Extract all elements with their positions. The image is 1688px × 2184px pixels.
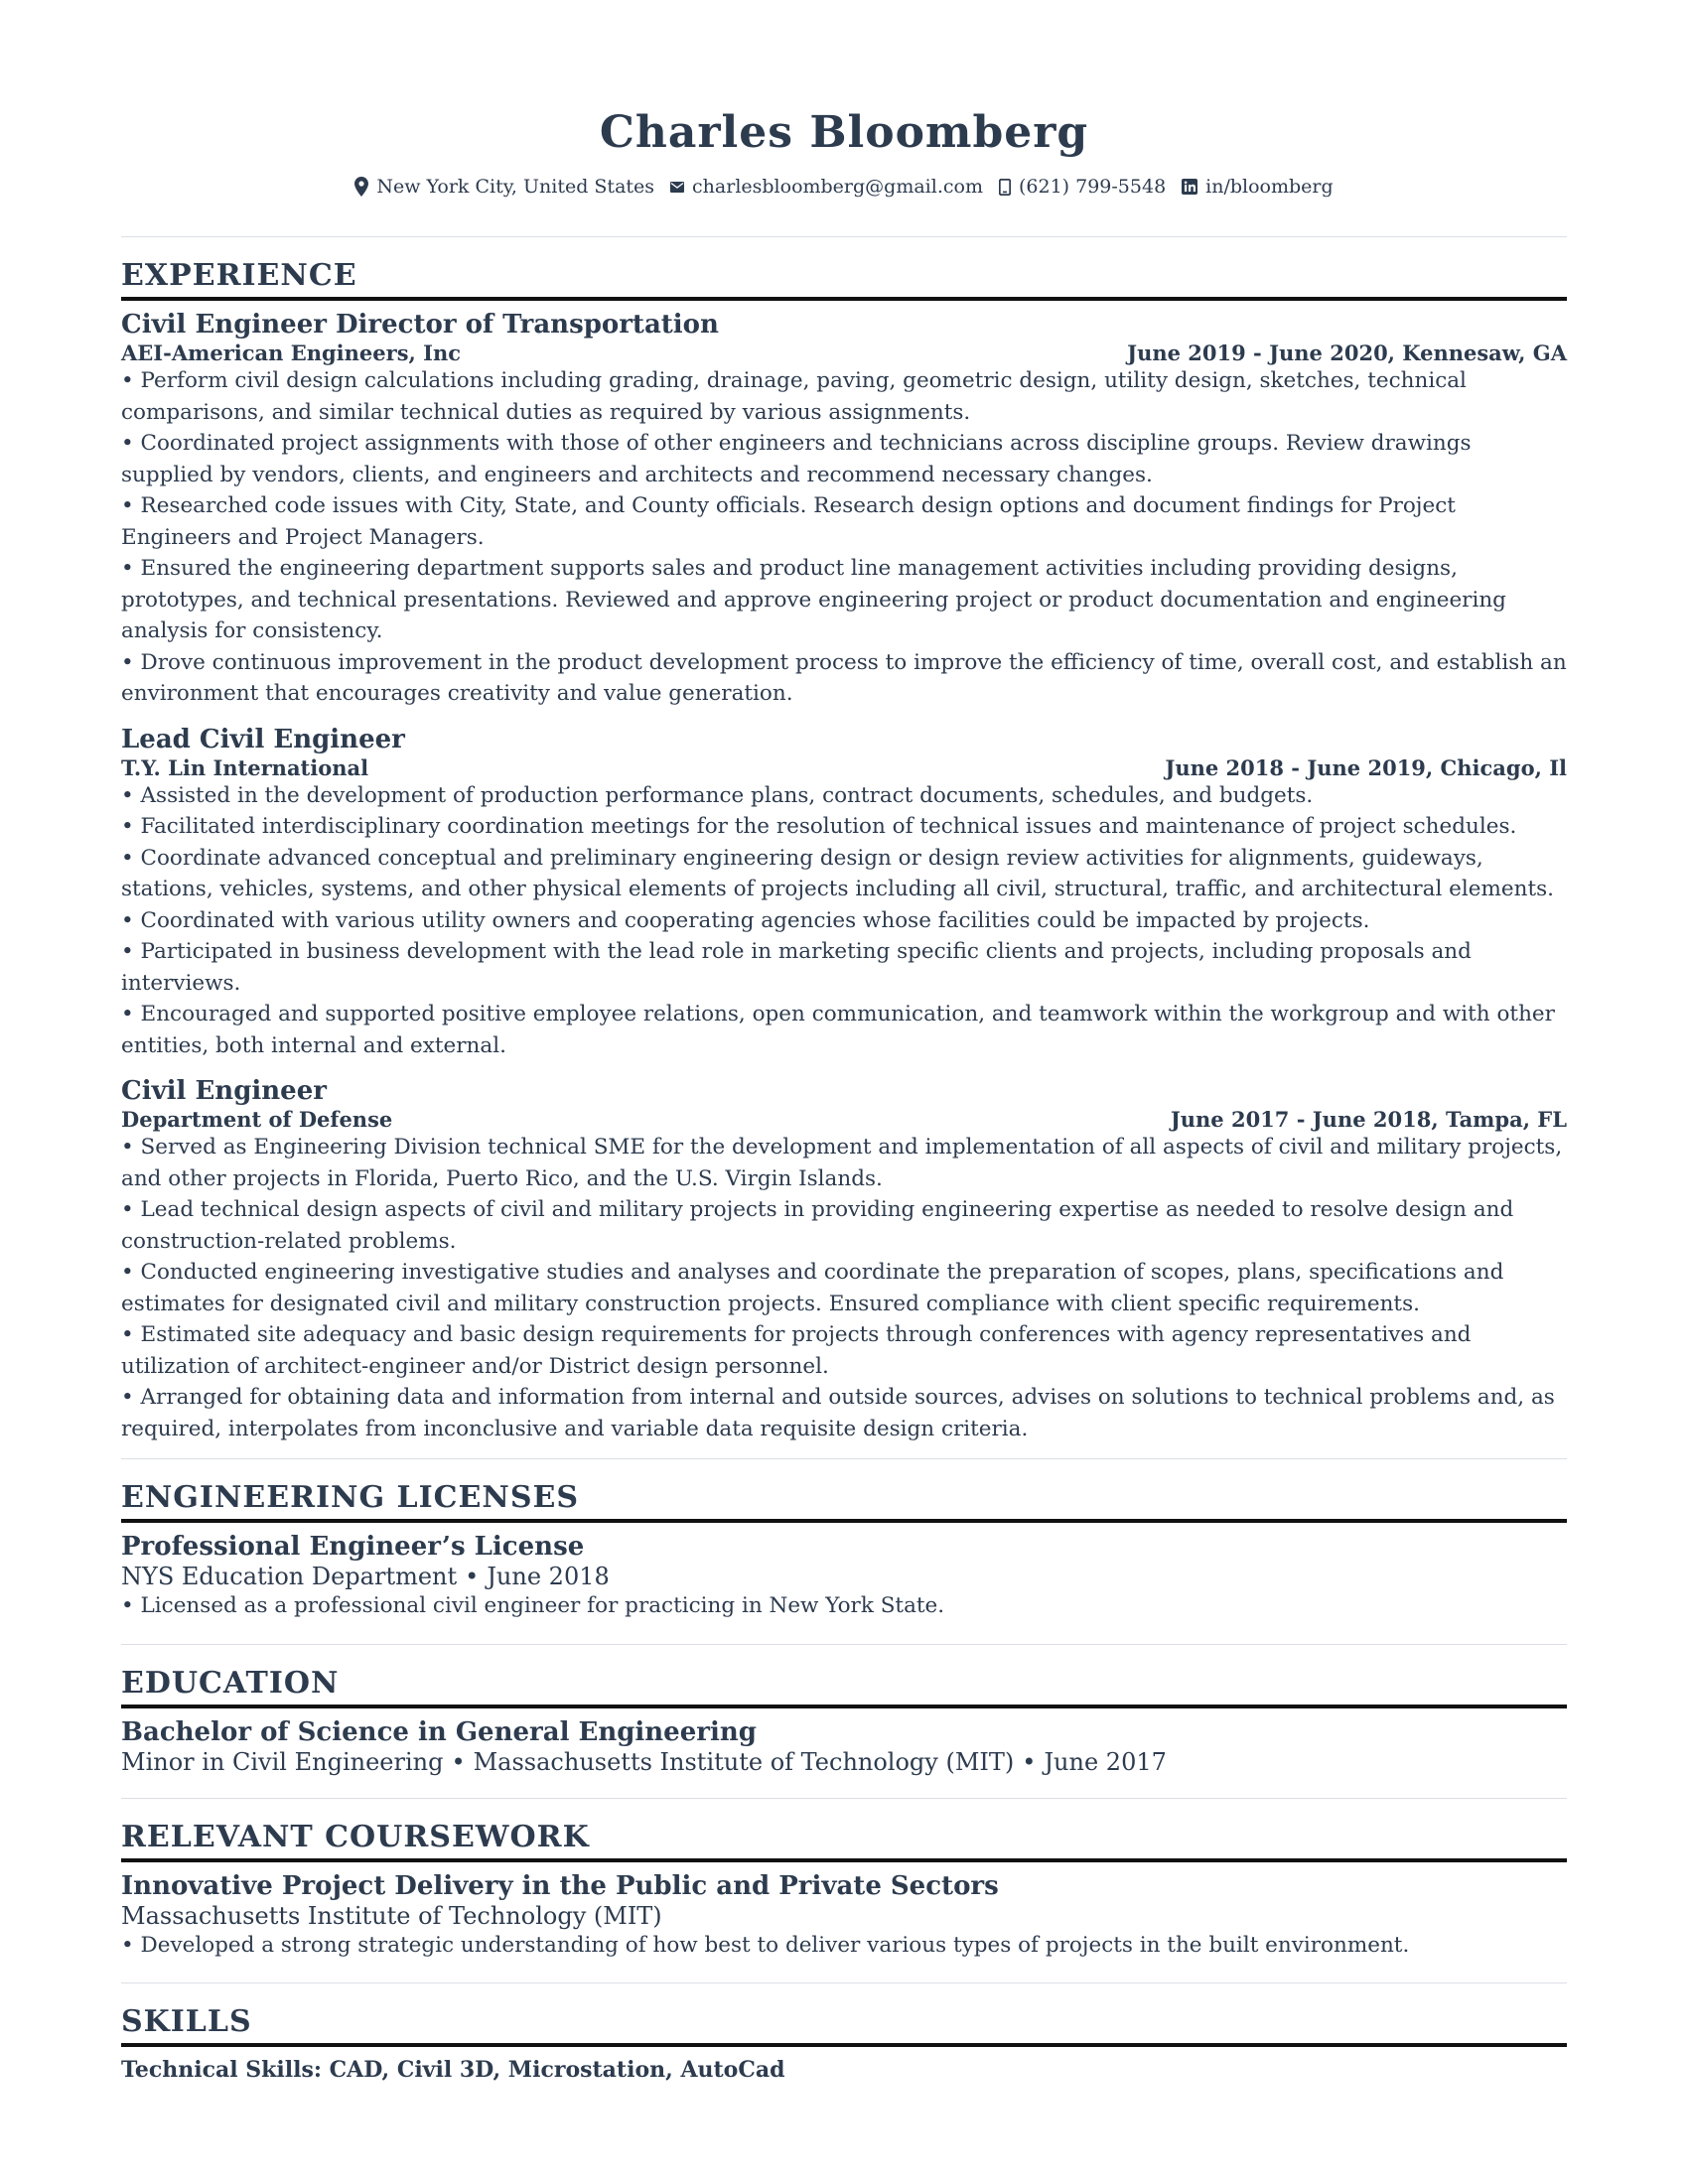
- license-meta: NYS Education Department • June 2018: [121, 1563, 610, 1590]
- degree-name: Bachelor of Science in General Engineering: [121, 1716, 757, 1747]
- skills-heading: SKILLS: [121, 2004, 252, 2039]
- licenses-heading: ENGINEERING LICENSES: [121, 1480, 580, 1515]
- job-entry: [121, 1075, 1567, 1444]
- education-school: Massachusetts Institute of Technology (MIT): [473, 1747, 1015, 1776]
- linkedin-text[interactable]: in/bloomberg: [1205, 176, 1334, 198]
- education-heading: EDUCATION: [121, 1665, 340, 1701]
- education-minor: Minor in Civil Engineering: [121, 1747, 444, 1776]
- section-rule: [121, 1705, 1567, 1708]
- license-name: Professional Engineer’s License: [121, 1532, 585, 1562]
- job-dates-location: June 2018 - June 2019, Chicago, Il: [1165, 754, 1567, 780]
- coursework-section: [121, 1819, 1567, 1984]
- section-divider: [121, 1644, 1567, 1645]
- job-title: Civil Engineer: [121, 1076, 327, 1106]
- section-divider: [121, 1982, 1567, 1983]
- job-bullet: • Coordinated project assignments with those of other engineers and technicians across discipline groups. Review drawings supplied by vendors, clients, and engineers and architects and recommend necessary changes.: [121, 431, 1472, 487]
- job-bullet: • Coordinate advanced conceptual and preliminary engineering design or design review activities for alignments, guideways, stations, vehicles, systems, and other physical elements of projects including all civil, structural, traffic, and architectural elements.: [121, 845, 1554, 901]
- job-company: AEI-American Engineers, Inc: [121, 341, 462, 365]
- contact-linkedin[interactable]: [1182, 176, 1334, 198]
- section-rule: [121, 1519, 1567, 1523]
- section-rule: [121, 297, 1567, 301]
- license-date: June 2018: [487, 1563, 610, 1590]
- job-bullet: • Lead technical design aspects of civil and military projects in providing engineering expertise as needed to resolve design and construction-related problems.: [121, 1197, 1514, 1254]
- job-dates-location: June 2017 - June 2018, Tampa, FL: [1170, 1107, 1567, 1132]
- job-bullet: • Arranged for obtaining data and information from internal and outside sources, advises on solutions to technical problems and, as required, interpolates from inconclusive and variable data requisite design criteria.: [121, 1385, 1555, 1441]
- header-divider: [121, 236, 1567, 237]
- license-bullet: • Licensed as a professional civil engineer for practicing in New York State.: [121, 1593, 945, 1618]
- email-text[interactable]: charlesbloomberg@gmail.com: [692, 176, 983, 198]
- contact-email[interactable]: [670, 176, 983, 198]
- section-divider: [121, 1798, 1567, 1799]
- job-meta: [121, 341, 1567, 365]
- job-bullet: • Researched code issues with City, State, and County officials. Research design options and document findings for Project Engineers and Project Managers.: [121, 493, 1456, 550]
- job-bullet: • Ensured the engineering department supports sales and product line management activities including providing designs, prototypes, and technical presentations. Reviewed and approve engineering project or product documentation and engineering analysis for consistency.: [121, 556, 1506, 643]
- envelope-icon: [670, 182, 684, 193]
- course-name: Innovative Project Delivery in the Public and Private Sectors: [121, 1870, 999, 1901]
- experience-section: [121, 257, 1567, 1459]
- job-bullet: • Coordinated with various utility owners and cooperating agencies whose facilities could be impacted by projects.: [121, 907, 1370, 933]
- contact-bar: [121, 173, 1567, 201]
- skills-section: [121, 2003, 1567, 2085]
- job-bullet: • Served as Engineering Division technical SME for the development and implementation of all aspects of civil and military projects, and other projects in Florida, Puerto Rico, and the U.S. Virgin Islands.: [121, 1135, 1563, 1191]
- linkedin-icon: [1182, 179, 1197, 195]
- education-date: June 2017: [1044, 1747, 1167, 1776]
- job-bullet: • Assisted in the development of production performance plans, contract documents, schedules, and budgets.: [121, 782, 1314, 808]
- experience-heading: EXPERIENCE: [121, 258, 357, 293]
- section-divider: [121, 1458, 1567, 1459]
- job-meta: [121, 755, 1567, 780]
- job-entry: [121, 724, 1567, 1062]
- license-issuer: NYS Education Department: [121, 1563, 458, 1590]
- education-section: [121, 1665, 1567, 1799]
- course-school: Massachusetts Institute of Technology (MIT): [121, 1901, 662, 1930]
- job-title: Lead Civil Engineer: [121, 724, 405, 754]
- job-bullet: • Facilitated interdisciplinary coordination meetings for the resolution of technical issues and maintenance of project schedules.: [121, 814, 1517, 839]
- section-rule: [121, 1858, 1567, 1862]
- job-meta: [121, 1107, 1567, 1132]
- contact-location: [354, 176, 654, 198]
- job-dates-location: June 2019 - June 2020, Kennesaw, GA: [1127, 341, 1567, 365]
- map-pin-icon: [354, 177, 368, 197]
- course-bullet: • Developed a strong strategic understanding of how best to deliver various types of projects in the built environment.: [121, 1932, 1410, 1958]
- job-company: T.Y. Lin International: [121, 754, 369, 780]
- phone-text: (621) 799-5548: [1018, 176, 1167, 198]
- technical-skills: Technical Skills: CAD, Civil 3D, Microstation, AutoCad: [121, 2057, 785, 2083]
- job-title: Civil Engineer Director of Transportation: [121, 310, 719, 340]
- section-rule: [121, 2043, 1567, 2047]
- job-bullet: • Drove continuous improvement in the product development process to improve the efficiency of time, overall cost, and establish an environment that encourages creativity and value generation.: [121, 649, 1567, 706]
- candidate-name: Charles Bloomberg: [599, 107, 1089, 158]
- job-bullet: • Estimated site adequacy and basic design requirements for projects through conferences with agency representatives and utilization of architect-engineer and/or District design personnel.: [121, 1322, 1472, 1379]
- job-bullet: • Participated in business development with the lead role in marketing specific clients and projects, including proposals and interviews.: [121, 939, 1472, 996]
- licenses-section: [121, 1479, 1567, 1645]
- job-bullet: • Conducted engineering investigative studies and analyses and coordinate the preparation of scopes, plans, specifications and estimates for designated civil and military construction projects. Ensured compliance with client specific requirements.: [121, 1260, 1504, 1316]
- coursework-heading: RELEVANT COURSEWORK: [121, 1819, 590, 1854]
- job-bullet: • Perform civil design calculations including grading, drainage, paving, geometric design, utility design, sketches, technical comparisons, and similar technical duties as required by various assignments.: [121, 368, 1467, 425]
- education-meta: Minor in Civil Engineering • Massachusetts Institute of Technology (MIT) • June 2017: [121, 1747, 1167, 1776]
- contact-phone: [999, 176, 1166, 198]
- resume-page: [121, 0, 1567, 2085]
- job-entry: [121, 309, 1567, 710]
- job-company: Department of Defense: [121, 1107, 393, 1132]
- job-bullet: • Encouraged and supported positive employee relations, open communication, and teamwork within the workgroup and with other entities, both internal and external.: [121, 1002, 1555, 1058]
- mobile-phone-icon: [999, 179, 1011, 196]
- location-text: New York City, United States: [376, 176, 655, 198]
